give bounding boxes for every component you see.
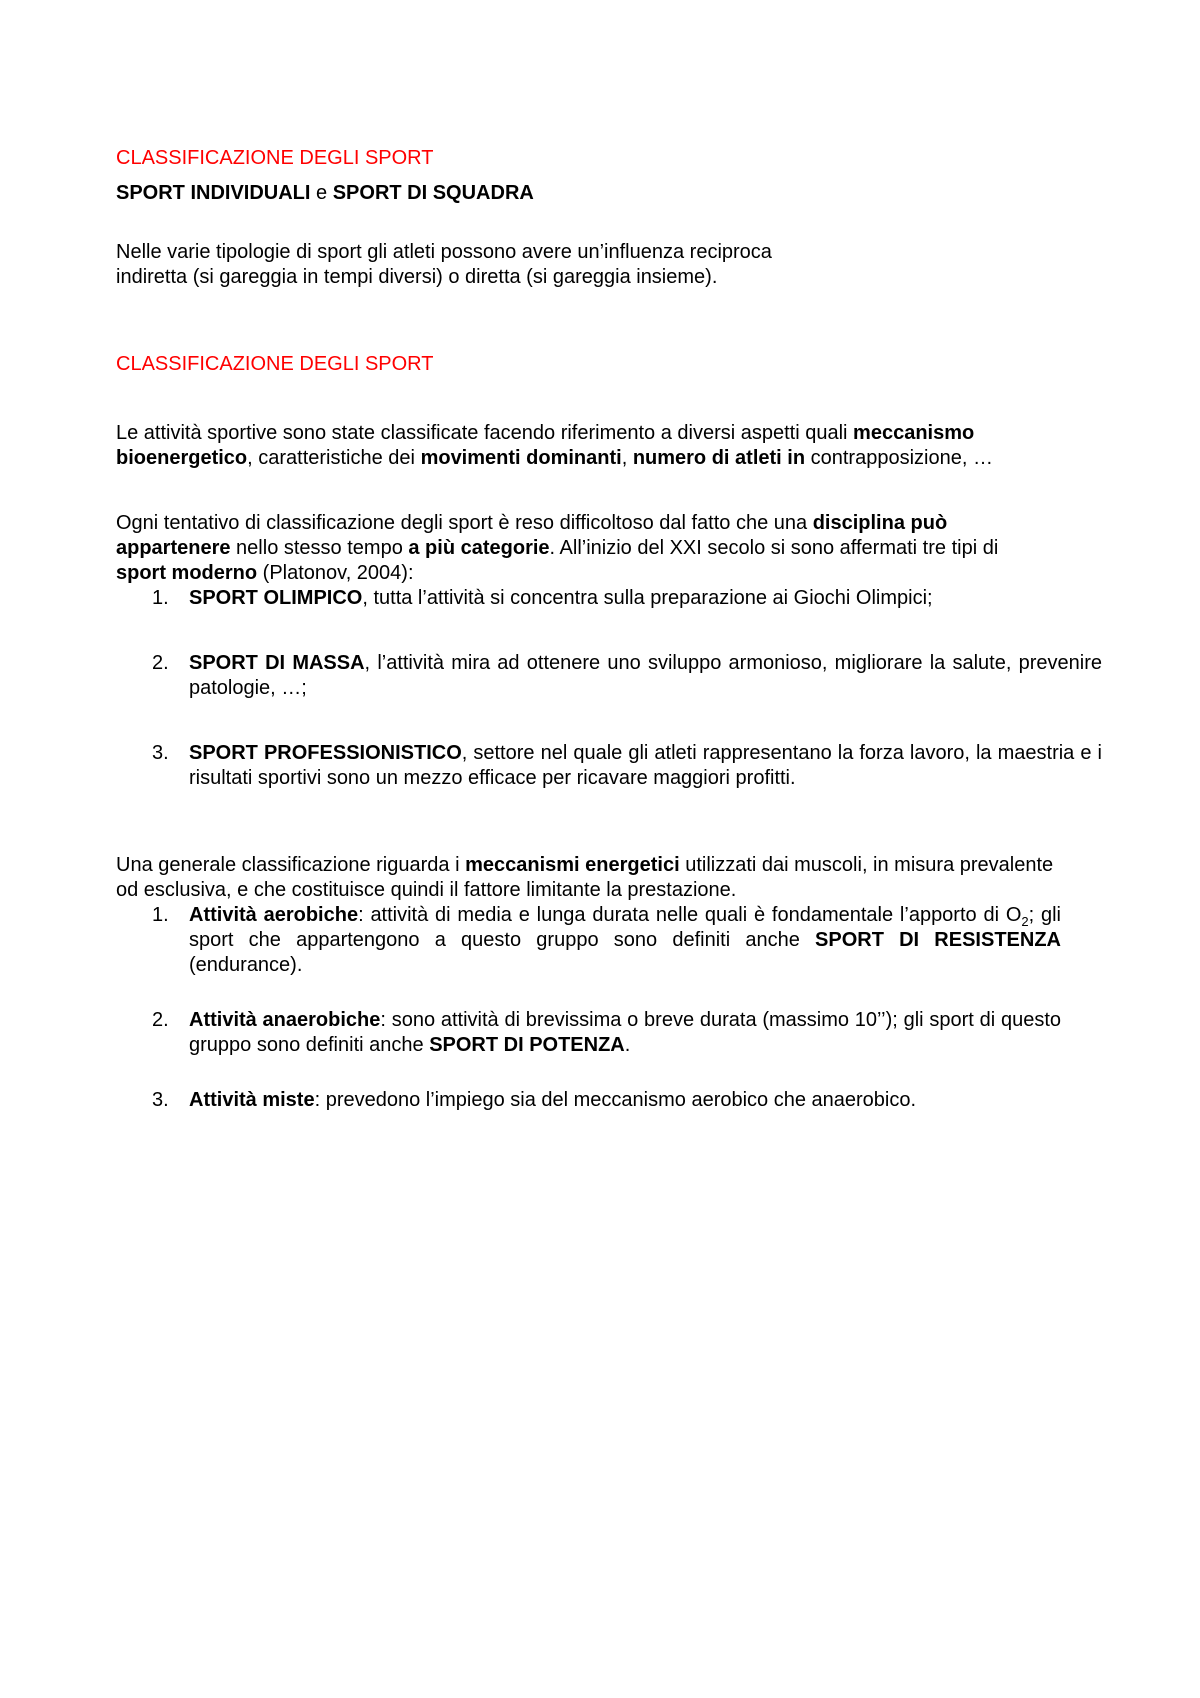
list-item <box>116 1008 1061 1058</box>
bold-run: sport moderno <box>116 562 258 584</box>
document-body <box>116 146 1102 1113</box>
bold-run: meccanismi energetici <box>465 854 680 876</box>
bold-run: disciplina può appartenere <box>116 512 948 559</box>
modern-sport-list <box>116 586 1102 791</box>
bold-run: meccanismo bioenergetico <box>116 422 975 469</box>
list-item-term: SPORT OLIMPICO <box>189 587 363 609</box>
list-number: 3. <box>152 1089 169 1111</box>
text-run: (Platonov, 2004): <box>257 562 414 584</box>
list-item <box>116 586 1102 611</box>
list-item-text: ; gli sport che appartengono a questo gruppo sono definiti anche <box>189 904 1061 951</box>
list-item-text: . <box>624 1034 631 1056</box>
list-item <box>116 651 1102 701</box>
list-item-term: Attività miste <box>189 1089 315 1111</box>
subheading-sport-types <box>116 181 1096 206</box>
list-number: 1. <box>152 904 169 926</box>
bold-run: movimenti dominanti <box>420 447 622 469</box>
paragraph-influence-line2: indiretta (si gareggia in tempi diversi) o diretta (si gareggia insieme). <box>116 266 718 288</box>
list-item-term: SPORT PROFESSIONISTICO <box>189 742 462 764</box>
list-number: 3. <box>152 742 169 764</box>
text-run: . All’inizio del XXI secolo si sono affermati tre tipi di <box>549 537 999 559</box>
list-item-text: , settore nel quale gli atleti rappresentano la forza lavoro, la maestria e i risultati sportivi sono un mezzo efficace per ricavare maggiori profitti. <box>189 742 1102 789</box>
subheading-individual: SPORT INDIVIDUALI <box>116 182 311 204</box>
list-item-text: : attività di media e lunga durata nelle quali è fondamentale l’apporto di O <box>358 904 1022 926</box>
text-run: , <box>621 447 633 469</box>
list-item <box>116 741 1102 791</box>
list-item-term: Attività aerobiche <box>189 904 359 926</box>
text-run: Una generale classificazione riguarda i <box>116 854 466 876</box>
list-item-text: : prevedono l’impiego sia del meccanismo aerobico che anaerobico. <box>314 1089 917 1111</box>
list-item <box>116 903 1061 978</box>
list-item-text: , tutta l’attività si concentra sulla preparazione ai Giochi Olimpici; <box>362 587 933 609</box>
paragraph-energy-mechanisms <box>116 853 1061 903</box>
text-run: Le attività sportive sono state classificate facendo riferimento a diversi aspetti quali <box>116 422 854 444</box>
list-item-text: (endurance). <box>189 954 303 976</box>
paragraph-influence <box>116 240 1096 290</box>
list-item-term: Attività anaerobiche <box>189 1009 381 1031</box>
energy-activity-list <box>116 903 1061 1113</box>
text-run: nello stesso tempo <box>230 537 409 559</box>
subheading-team: SPORT DI SQUADRA <box>332 182 534 204</box>
section-heading-1: CLASSIFICAZIONE DEGLI SPORT <box>116 147 434 169</box>
list-number: 2. <box>152 1009 169 1031</box>
text-run: utilizzati dai muscoli, in misura prevalente od esclusiva, e che costituisce quindi il fattore limitante la prestazione. <box>116 854 1054 901</box>
list-number: 1. <box>152 587 169 609</box>
list-item <box>116 1088 1061 1113</box>
text-run: Ogni tentativo di classificazione degli sport è reso difficoltoso dal fatto che una <box>116 512 813 534</box>
paragraph-classification-aspects <box>116 421 1096 471</box>
list-number: 2. <box>152 652 169 674</box>
list-item-text: : sono attività di brevissima o breve durata (massimo 10’’); gli sport di questo gruppo sono definiti anche <box>189 1009 1061 1056</box>
bold-run: a più categorie <box>408 537 550 559</box>
bold-run: numero di atleti in <box>632 447 806 469</box>
paragraph-modern-sport <box>116 511 1046 586</box>
section-heading-2: CLASSIFICAZIONE DEGLI SPORT <box>116 353 434 375</box>
text-run: , caratteristiche dei <box>247 447 421 469</box>
list-item-term: SPORT DI RESISTENZA <box>815 929 1061 951</box>
paragraph-influence-line1: Nelle varie tipologie di sport gli atleti possono avere un’influenza reciproca <box>116 241 772 263</box>
text-run: contrapposizione, … <box>805 447 993 469</box>
list-item-term: SPORT DI POTENZA <box>429 1034 625 1056</box>
subscript: 2 <box>1021 914 1029 929</box>
list-item-term: SPORT DI MASSA <box>189 652 365 674</box>
list-item-text: , l’attività mira ad ottenere uno sviluppo armonioso, migliorare la salute, prevenire patologie, …; <box>189 652 1102 699</box>
subheading-join: e <box>310 182 333 204</box>
